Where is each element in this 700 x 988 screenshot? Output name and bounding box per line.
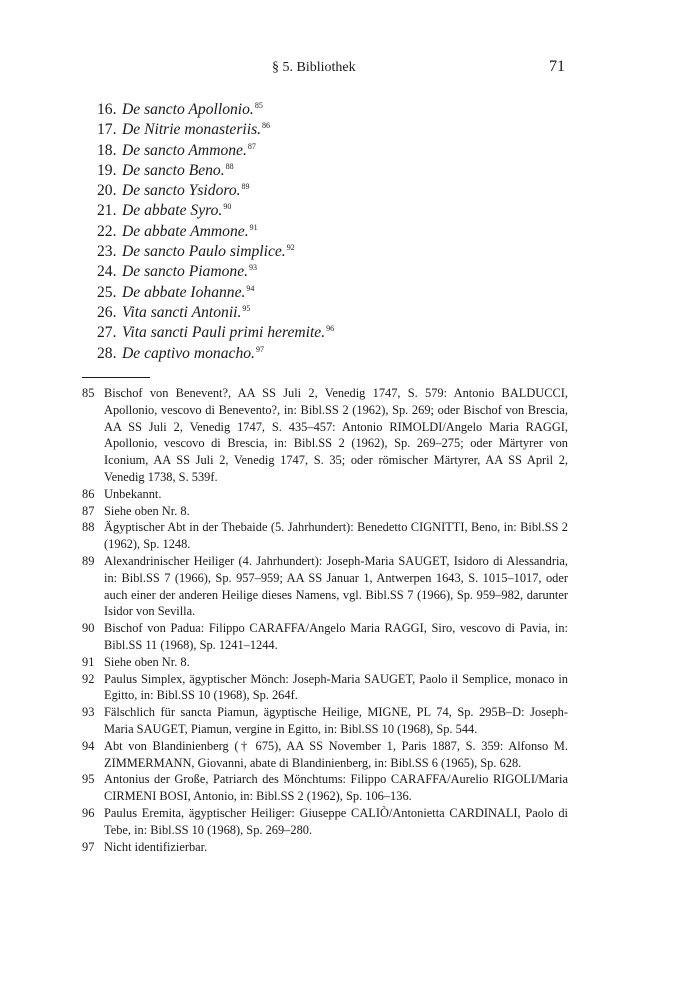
footnote — [82, 738, 568, 772]
footnote — [82, 805, 568, 839]
list-item — [97, 157, 577, 177]
footnote-reference: 95 — [242, 303, 251, 313]
footnote-number: 92 — [82, 671, 95, 686]
footnote-text: Paulus Eremita, ägyptischer Heiliger: Giuseppe CALIÒ/Antonietta CARDINALI, Paolo di Tebe, in: Bibl.SS 10 (1968), Sp. 269–280. — [104, 805, 568, 837]
entry-number: 20. — [97, 182, 117, 200]
footnote-reference: 96 — [326, 324, 335, 334]
footnote — [82, 385, 568, 486]
footnote-text: Nicht identifizierbar. — [104, 839, 208, 854]
footnote — [82, 519, 568, 553]
list-item — [97, 319, 577, 342]
footnote-number: 86 — [82, 486, 95, 501]
footnote-text: Alexandrinischer Heiliger (4. Jahrhundert): Joseph-Maria SAUGET, Isidoro di Alessandria, in: Bibl.SS 7 (1966), Sp. 957–959; AA SS Januar 1, Antwerpen 1643, S. 1015–1017, oder auch einer der anderen Heilige dieses Namens, vgl. Bibl.SS 7 (1966), Sp. 959–982, darunter Isidor von Sevilla. — [104, 553, 568, 619]
entry-list — [97, 96, 577, 360]
entry-title: De captivo monacho. — [122, 344, 255, 362]
entry-number: 22. — [97, 222, 117, 240]
footnote-number: 91 — [82, 654, 95, 669]
footnote — [82, 654, 568, 671]
footnote-number: 85 — [82, 386, 95, 400]
footnote-number: 93 — [82, 705, 95, 720]
list-item — [97, 137, 577, 157]
page-header — [0, 60, 700, 80]
entry-title: De sancto Ammone. — [122, 141, 247, 159]
entry-title: De sancto Ysidoro. — [122, 182, 241, 200]
footnote-reference: 87 — [247, 141, 256, 151]
footnote — [82, 704, 568, 738]
running-title: § 5. Bibliothek — [272, 60, 356, 75]
footnote-number: 90 — [82, 621, 95, 636]
entry-title: Vita sancti Antonii. — [122, 303, 242, 321]
footnote-number: 97 — [82, 839, 95, 854]
list-item — [97, 340, 577, 360]
entry-number: 19. — [97, 161, 117, 179]
footnote-text: Bischof von Padua: Filippo CARAFFA/Angelo Maria RAGGI, Siro, vescovo di Pavia, in: Bibl.SS 11 (1968), Sp. 1241–1244. — [104, 621, 568, 652]
footnote-number: 95 — [82, 772, 95, 787]
footnote-reference: 94 — [246, 283, 255, 293]
entry-title: De sancto Piamone. — [122, 263, 249, 281]
footnote — [82, 839, 568, 856]
entry-number: 24. — [97, 263, 117, 281]
footnote — [82, 553, 568, 620]
footnote-reference: 97 — [255, 344, 264, 354]
footnote-number: 89 — [82, 553, 95, 568]
page-number: 71 — [549, 58, 565, 75]
entry-number: 26. — [97, 303, 117, 321]
footnote-number: 87 — [82, 503, 95, 518]
footnote-reference: 88 — [225, 161, 234, 171]
footnote-text: Abt von Blandinienberg († 675), AA SS November 1, Paris 1887, S. 359: Alfonso M. ZIMMERMANN, Giovanni, abate di Blandinienberg, in: Bibl.SS 6 (1965), Sp. 628. — [104, 738, 568, 770]
footnote-separator — [82, 377, 150, 378]
entry-title: De Nitrie monasteriis. — [122, 121, 262, 139]
footnote-text: Ägyptischer Abt in der Thebaide (5. Jahrhundert): Benedetto CIGNITTI, Beno, in: Bibl.SS 2 (1962), Sp. 1248. — [104, 520, 568, 552]
list-item — [97, 197, 577, 220]
footnote-number: 88 — [82, 520, 95, 535]
footnote-reference: 92 — [286, 243, 295, 253]
footnote — [82, 503, 568, 520]
footnote-reference: 90 — [223, 202, 232, 212]
footnote-text: Bischof von Benevent?, AA SS Juli 2, Venedig 1747, S. 579: Antonio BALDUCCI, Apollonio, vescovo di Benevento?, in: Bibl.SS 2 (1962), Sp. 269; oder Bischof von Brescia, AA SS Juli 2, Venedig 1747, S. 435–457: Antonio RIMOLDI/Angelo Maria RAGGI, Apollonio, vescovo di Brescia, in: Bibl.SS 2 (1962), Sp. 269–275; oder Märtyrer von Iconium, AA SS Juli 2, Venedig 1747, S. 35; oder römischer Märtyrer, AA SS April 2, Venedig 1738, S. 539f. — [104, 386, 568, 484]
footnote — [82, 486, 568, 503]
footnote-number: 94 — [82, 738, 95, 753]
footnote-reference: 91 — [249, 222, 258, 232]
footnote-text: Siehe oben Nr. 8. — [104, 503, 190, 518]
footnote — [82, 771, 568, 805]
list-item — [97, 238, 577, 261]
entry-number: 16. — [97, 101, 117, 118]
entry-title: Vita sancti Pauli primi heremite. — [122, 324, 326, 342]
footnote-text: Fälschlich für sancta Piamun, ägyptische Heilige, MIGNE, PL 74, Sp. 295B–D: Joseph-Maria SAUGET, Piamun, vergine in Egitto, in: Bibl.SS 10 (1968), Sp. 544. — [104, 705, 568, 736]
entry-number: 27. — [97, 324, 117, 342]
entry-title: De sancto Apollonio. — [122, 101, 254, 118]
entry-title: De abbate Iohanne. — [122, 283, 246, 301]
list-item — [97, 218, 577, 238]
footnote-text: Siehe oben Nr. 8. — [104, 654, 190, 669]
footnote-reference: 86 — [262, 121, 271, 131]
list-item — [97, 116, 577, 139]
footnote-text: Unbekannt. — [104, 486, 162, 501]
entry-title: De sancto Paulo simplice. — [122, 243, 286, 261]
list-item — [97, 258, 577, 281]
footnote-number: 96 — [82, 805, 95, 820]
entry-number: 21. — [97, 202, 117, 220]
footnote-reference: 89 — [241, 182, 250, 192]
entry-number: 23. — [97, 243, 117, 261]
entry-number: 28. — [97, 344, 117, 362]
entry-number: 25. — [97, 283, 117, 301]
footnote-text: Paulus Simplex, ägyptischer Mönch: Joseph-Maria SAUGET, Paolo il Semplice, monaco in Egitto, in: Bibl.SS 10 (1968), Sp. 264f. — [104, 671, 568, 703]
entry-number: 18. — [97, 141, 117, 159]
footnote-reference: 93 — [249, 263, 258, 273]
entry-number: 17. — [97, 121, 117, 139]
footnote — [82, 671, 568, 705]
list-item — [97, 96, 577, 116]
list-item — [97, 299, 577, 319]
list-item — [97, 177, 577, 200]
footnote — [82, 620, 568, 654]
entry-title: De sancto Beno. — [122, 161, 225, 179]
footnote-list — [82, 385, 568, 855]
entry-title: De abbate Syro. — [122, 202, 223, 220]
footnote-reference: 85 — [254, 101, 263, 110]
footnote-text: Antonius der Große, Patriarch des Mönchtums: Filippo CARAFFA/Aurelio RIGOLI/Maria CIRMENI BOSI, Antonio, in: Bibl.SS 2 (1962), Sp. 106–136. — [104, 772, 568, 804]
list-item — [97, 279, 577, 299]
entry-title: De abbate Ammone. — [122, 222, 249, 240]
